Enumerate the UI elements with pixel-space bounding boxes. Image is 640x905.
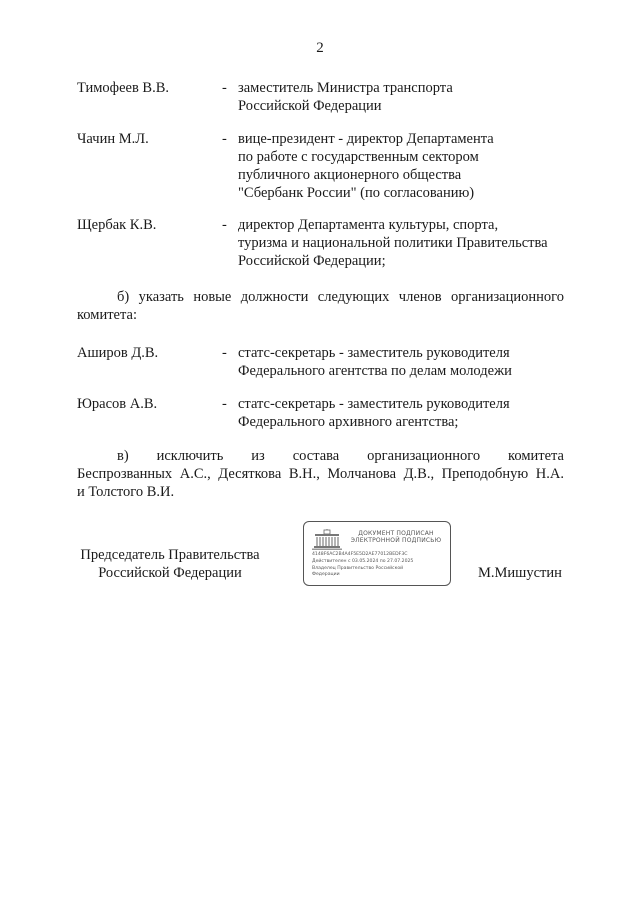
signatory-title — [77, 546, 263, 582]
position-line: Федерального архивного агентства; — [238, 414, 459, 430]
stamp-owner: Владелец Правительство Российской — [312, 566, 404, 571]
stamp-validity: Действителен с 03.05.2024 по 27.07.2025 — [312, 559, 414, 564]
position-line: "Сбербанк России" (по согласованию) — [238, 185, 475, 201]
page-number: 2 — [316, 40, 324, 56]
member-name: Щербак К.В. — [77, 217, 157, 233]
member-position — [238, 344, 512, 380]
member-name: Юрасов А.В. — [77, 396, 158, 412]
dash: - — [222, 80, 227, 96]
clause-v-line: и Толстого В.И. — [77, 484, 175, 500]
member-name: Тимофеев В.В. — [77, 80, 170, 96]
member-position — [238, 79, 453, 115]
dash: - — [222, 131, 227, 147]
stamp-owner: Федерации — [312, 572, 340, 577]
clause-v-line: Беспрозванных А.С., Десяткова В.Н., Молчанова Д.В., Преподобную Н.А. — [77, 466, 564, 482]
position-line: Федерального агентства по делам молодежи — [238, 363, 512, 379]
dash: - — [222, 345, 227, 361]
stamp-heading-line: ДОКУМЕНТ ПОДПИСАН — [358, 530, 434, 537]
dash: - — [222, 217, 227, 233]
government-building-icon — [312, 529, 342, 551]
signatory-title-line: Российской Федерации — [98, 565, 242, 581]
clause-b-line: комитета: — [77, 307, 137, 323]
clause-v-line: в) исключить из состава организационного комитета — [117, 448, 564, 464]
position-line: по работе с государственным сектором — [238, 149, 479, 165]
stamp-certificate: 4148F6AC2B4A4F5E5D2AE77012BEDF3C — [312, 552, 408, 557]
member-position — [238, 216, 548, 270]
clause-v — [77, 447, 564, 501]
position-line: публичного акционерного общества — [238, 167, 462, 183]
member-position — [238, 130, 494, 202]
dash: - — [222, 396, 227, 412]
position-line: Российской Федерации — [238, 98, 382, 114]
position-line: туризма и национальной политики Правительства — [238, 235, 548, 251]
position-line: вице-президент - директор Департамента — [238, 131, 494, 147]
position-line: Российской Федерации; — [238, 253, 386, 269]
position-line: статс-секретарь - заместитель руководителя — [238, 396, 510, 412]
clause-b-line: б) указать новые должности следующих членов организационного — [117, 289, 564, 305]
signatory-title-line: Председатель Правительства — [80, 547, 260, 563]
clause-b — [77, 288, 564, 324]
member-name: Чачин М.Л. — [77, 131, 149, 147]
position-line: статс-секретарь - заместитель руководителя — [238, 345, 510, 361]
member-name: Аширов Д.В. — [77, 345, 159, 361]
signatory-name: М.Мишустин — [478, 565, 562, 581]
stamp-heading — [346, 530, 446, 544]
member-position — [238, 395, 510, 431]
stamp-heading-line: ЭЛЕКТРОННОЙ ПОДПИСЬЮ — [350, 537, 442, 544]
e-signature-stamp — [303, 521, 451, 586]
position-line: директор Департамента культуры, спорта, — [238, 217, 499, 233]
position-line: заместитель Министра транспорта — [238, 80, 453, 96]
